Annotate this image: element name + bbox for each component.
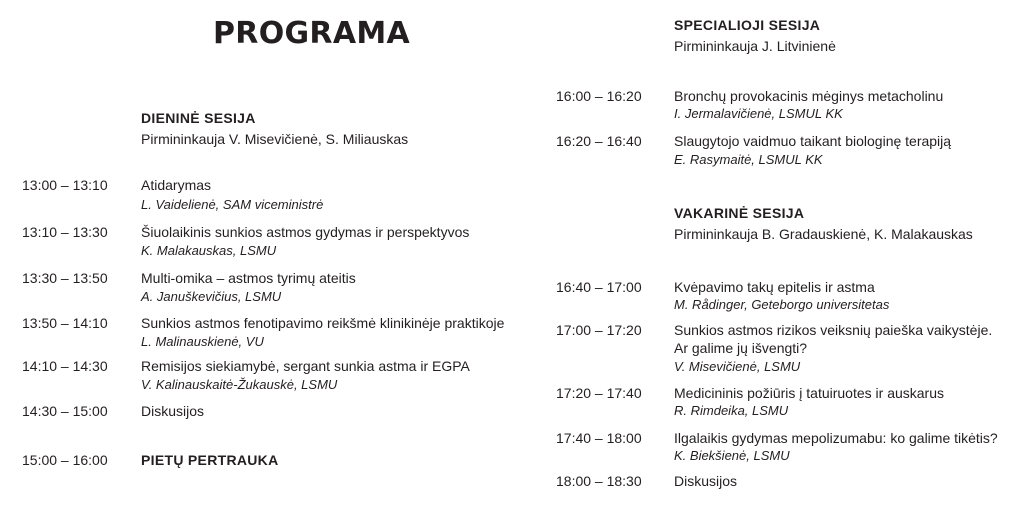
day-session-chair: Pirmininkauja V. Misevičienė, S. Miliauskas: [141, 131, 409, 147]
item-speaker: K. Biekšienė, LSMU: [674, 448, 790, 463]
item-title: Sunkios astmos fenotipavimo reikšmė klinikinėje praktikoje: [141, 315, 505, 331]
item-title-continued: Ar galime jų išvengti?: [674, 340, 808, 356]
item-speaker: R. Rimdeika, LSMU: [674, 403, 789, 418]
item-time: 13:10 – 13:30: [22, 224, 108, 240]
item-title: Atidarymas: [141, 177, 212, 193]
item-speaker: I. Jermalavičienė, LSMUL KK: [674, 106, 843, 121]
item-time: 14:30 – 15:00: [22, 403, 108, 419]
item-title: Sunkios astmos rizikos veiksnių paieška vaikystėje.: [674, 322, 993, 338]
item-speaker: V. Kalinauskaitė-Žukauskė, LSMU: [141, 377, 338, 392]
item-title: Ilgalaikis gydymas mepolizumabu: ko galime tikėtis?: [674, 430, 998, 446]
break-time: 15:00 – 16:00: [22, 452, 108, 468]
evening-session-title: VAKARINĖ SESIJA: [674, 205, 805, 221]
item-time: 14:10 – 14:30: [22, 358, 108, 374]
item-title: Bronchų provokacinis mėginys metacholinu: [674, 88, 944, 104]
item-time: 16:20 – 16:40: [556, 133, 642, 149]
item-speaker: A. Januškevičius, LSMU: [141, 289, 282, 304]
item-time: 17:00 – 17:20: [556, 322, 642, 338]
evening-session-chair: Pirmininkauja B. Gradauskienė, K. Malakauskas: [674, 226, 973, 242]
item-title: Kvėpavimo takų epitelis ir astma: [674, 279, 875, 295]
item-title: Multi-omika – astmos tyrimų ateitis: [141, 270, 356, 286]
item-time: 16:40 – 17:00: [556, 279, 642, 295]
special-session-title: SPECIALIOJI SESIJA: [674, 17, 821, 33]
item-speaker: L. Vaidelienė, SAM viceministrė: [141, 197, 324, 212]
item-time: 13:50 – 14:10: [22, 315, 108, 331]
item-title: Šiuolaikinis sunkios astmos gydymas ir perspektyvos: [141, 224, 470, 240]
page-title: PROGRAMA: [213, 16, 411, 51]
item-time: 13:30 – 13:50: [22, 270, 108, 286]
item-title: Slaugytojo vaidmuo taikant biologinę terapiją: [674, 133, 952, 149]
item-title: Remisijos siekiamybė, sergant sunkia astma ir EGPA: [141, 358, 470, 374]
day-session-title: DIENINĖ SESIJA: [141, 110, 256, 126]
item-speaker: L. Malinauskienė, VU: [141, 334, 264, 349]
item-time: 17:20 – 17:40: [556, 385, 642, 401]
item-speaker: K. Malakauskas, LSMU: [141, 243, 277, 258]
item-time: 17:40 – 18:00: [556, 430, 642, 446]
item-title: Medicininis požiūris į tatuiruotes ir auskarus: [674, 385, 944, 401]
item-time: 13:00 – 13:10: [22, 177, 108, 193]
item-speaker: V. Misevičienė, LSMU: [674, 359, 801, 374]
break-title: PIETŲ PERTRAUKA: [141, 452, 279, 468]
special-session-chair: Pirmininkauja J. Litvinienė: [674, 38, 836, 54]
item-time: 18:00 – 18:30: [556, 473, 642, 489]
item-speaker: M. Rådinger, Geteborgo universitetas: [674, 297, 890, 312]
item-title: Diskusijos: [141, 403, 205, 419]
item-title: Diskusijos: [674, 473, 738, 489]
item-speaker: E. Rasymaitė, LSMUL KK: [674, 152, 823, 167]
item-time: 16:00 – 16:20: [556, 88, 642, 104]
